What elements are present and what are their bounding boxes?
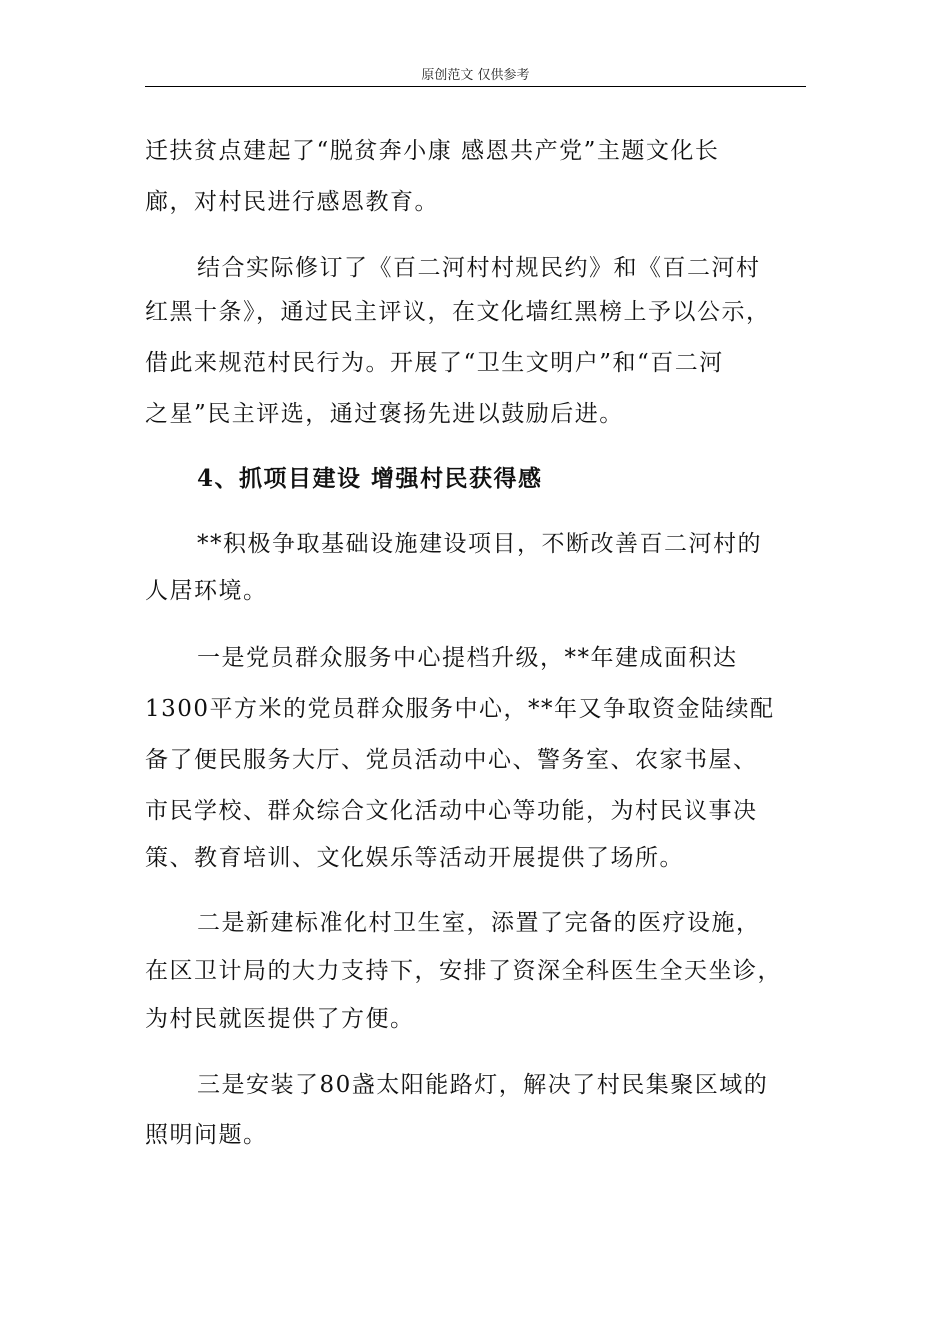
body-line: 迁扶贫点建起了“脱贫奔小康 感恩共产党”主题文化长 xyxy=(145,138,720,164)
paragraph-start: **积极争取基础设施建设项目，不断改善百二河村的 xyxy=(197,531,762,557)
paragraph-start: 一是党员群众服务中心提档升级，**年建成面积达 xyxy=(197,645,738,671)
body-line: 1300平方米的党员群众服务中心，**年又争取资金陆续配 xyxy=(145,696,775,722)
body-line: 之星”民主评选，通过褒扬先进以鼓励后进。 xyxy=(145,401,624,427)
body-line: 借此来规范村民行为。开展了“卫生文明户”和“百二河 xyxy=(145,350,724,376)
body-line: 红黑十条》，通过民主评议，在文化墙红黑榜上予以公示， xyxy=(145,299,771,325)
body-line: 照明问题。 xyxy=(145,1122,268,1148)
body-line: 市民学校、群众综合文化活动中心等功能，为村民议事决 xyxy=(145,798,758,824)
section-heading: 4、抓项目建设 增强村民获得感 xyxy=(197,465,543,492)
paragraph-start: 二是新建标准化村卫生室，添置了完备的医疗设施， xyxy=(197,910,761,936)
body-line: 策、教育培训、文化娱乐等活动开展提供了场所。 xyxy=(145,845,684,871)
body-line: 为村民就医提供了方便。 xyxy=(145,1006,415,1032)
body-line: 在区卫计局的大力支持下，安排了资深全科医生全天坐诊， xyxy=(145,958,782,984)
body-line: 人居环境。 xyxy=(145,578,268,604)
body-line: 备了便民服务大厅、党员活动中心、警务室、农家书屋、 xyxy=(145,747,758,773)
header-rule xyxy=(145,86,806,87)
paragraph-start: 三是安装了80盏太阳能路灯，解决了村民集聚区域的 xyxy=(197,1072,769,1098)
page-header: 原创范文 仅供参考 xyxy=(421,68,530,83)
paragraph-start: 结合实际修订了《百二河村村规民约》和《百二河村 xyxy=(197,255,761,281)
body-line: 廊，对村民进行感恩教育。 xyxy=(145,189,439,215)
